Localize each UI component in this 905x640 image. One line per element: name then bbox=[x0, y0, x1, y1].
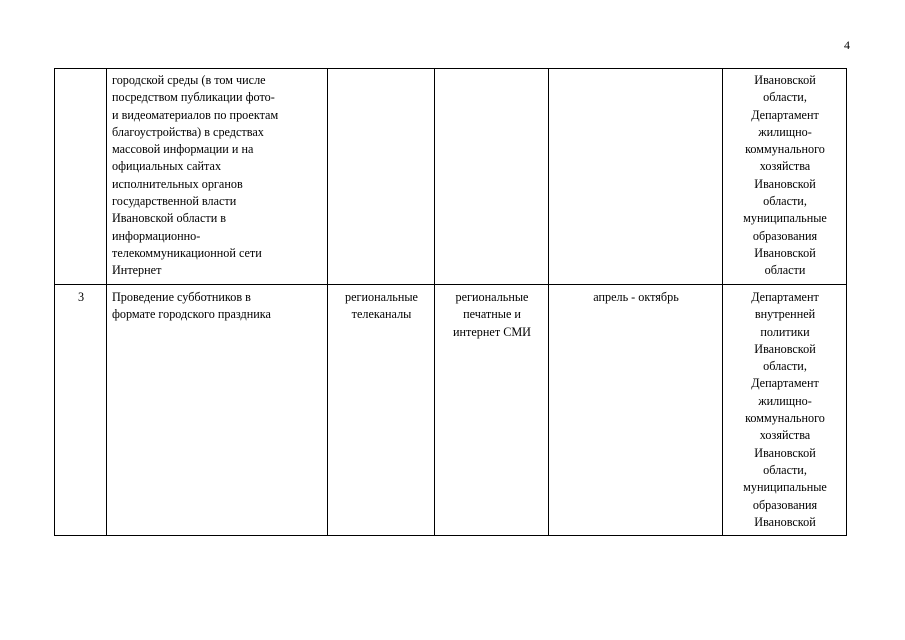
page-number: 4 bbox=[844, 38, 850, 52]
press-channel-cell: региональные печатные и интернет СМИ bbox=[435, 285, 549, 536]
row-number-cell: 3 bbox=[55, 285, 107, 536]
press-channel-cell bbox=[435, 69, 549, 285]
tv-channel-cell: региональные телеканалы bbox=[328, 285, 435, 536]
responsible-cell: Департамент внутренней политики Ивановской области, Департамент жилищно- коммунального хозяйства Ивановской области, муниципальные образования Ивановской bbox=[723, 285, 847, 536]
row-number-cell bbox=[55, 69, 107, 285]
events-plan-table bbox=[54, 68, 847, 536]
tv-channel-cell bbox=[328, 69, 435, 285]
responsible-cell: Ивановской области, Департамент жилищно- коммунального хозяйства Ивановской области, муниципальные образования Ивановской области bbox=[723, 69, 847, 285]
event-name-cell: городской среды (в том числе посредством публикации фото- и видеоматериалов по проектам благоустройства) в средствах массовой информации и на официальных сайтах исполнительных органов государственной власти Ивановской области в информационно- телекоммуникационной сети Интернет bbox=[107, 69, 328, 285]
table-row bbox=[55, 285, 847, 536]
event-name-cell: Проведение субботников в формате городского праздника bbox=[107, 285, 328, 536]
period-cell: апрель - октябрь bbox=[549, 285, 723, 536]
table-row bbox=[55, 69, 847, 285]
period-cell bbox=[549, 69, 723, 285]
